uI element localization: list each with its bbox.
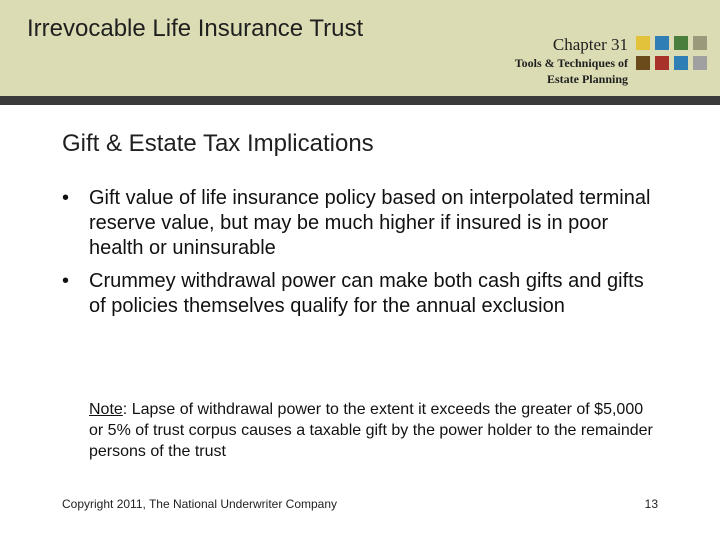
color-square	[655, 36, 669, 50]
color-square	[636, 56, 650, 70]
color-squares-logo	[636, 36, 708, 72]
chapter-label: Chapter 31	[552, 35, 628, 54]
color-square	[636, 36, 650, 50]
note-paragraph	[89, 399, 659, 462]
slide-header	[0, 0, 720, 96]
color-square	[655, 56, 669, 70]
bullet-list	[62, 186, 662, 327]
bullet-item	[62, 269, 662, 319]
bullet-text: Gift value of life insurance policy based on interpolated terminal reserve value, but may be much higher if insured is in poor health or uninsurable	[89, 187, 651, 259]
note-text: : Lapse of withdrawal power to the extent it exceeds the greater of $5,000 or 5% of trust corpus causes a taxable gift by the power holder to the remainder persons of the trust	[89, 401, 653, 460]
color-square	[674, 56, 688, 70]
chapter-subtitle-line1: Tools & Techniques of	[514, 56, 628, 70]
bullet-marker: •	[62, 270, 70, 292]
header-divider-bar	[0, 96, 720, 105]
bullet-text: Crummey withdrawal power can make both cash gifts and gifts of policies themselves qualify for the annual exclusion	[89, 270, 644, 317]
copyright-footer: Copyright 2011, The National Underwriter Company	[62, 497, 338, 511]
chapter-subtitle-line2: Estate Planning	[546, 72, 628, 86]
presentation-title: Irrevocable Life Insurance Trust	[27, 15, 364, 42]
color-square	[674, 36, 688, 50]
bullet-item	[62, 186, 662, 261]
color-square	[693, 36, 707, 50]
color-square	[693, 56, 707, 70]
slide-title: Gift & Estate Tax Implications	[62, 130, 374, 157]
bullet-marker: •	[62, 187, 70, 209]
chapter-block	[515, 35, 628, 87]
page-number: 13	[644, 497, 658, 511]
note-label: Note	[89, 401, 123, 418]
